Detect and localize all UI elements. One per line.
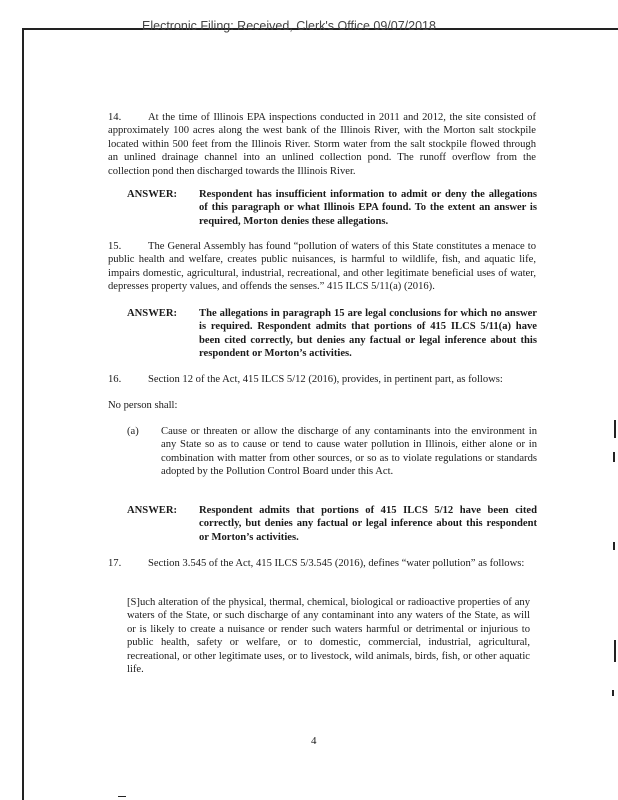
answer-15 xyxy=(127,307,537,361)
paragraph-14 xyxy=(108,111,536,178)
paragraph-number: 17. xyxy=(108,558,122,569)
answer-14 xyxy=(127,188,537,228)
answer-text: The allegations in paragraph 15 are legal conclusions for which no answer is required. Respondent admits that portions of 415 ILCS 5/11(a) have been cited correctly, but denies any factual or legal inference about this respondent or Morton’s activities. xyxy=(199,308,537,360)
paragraph-16 xyxy=(108,373,536,386)
scan-mark xyxy=(613,452,615,462)
answer-label: ANSWER: xyxy=(127,505,178,516)
paragraph-text: The General Assembly has found “pollution of waters of this State constitutes a menace to public health and welfare, creates public nuisances, is harmful to wildlife, fish, and aquatic life, impairs domestic, agricultural, industrial, recreational, and other legitimate beneficial uses of water, depresses property values, and offends the senses.” 415 ILCS 5/11(a) (2016). xyxy=(108,241,536,293)
paragraph-number: 15. xyxy=(108,241,122,252)
answer-label: ANSWER: xyxy=(127,308,178,319)
paragraph-text: Section 12 of the Act, 415 ILCS 5/12 (2016), provides, in pertinent part, as follows: xyxy=(148,374,503,385)
no-person-shall: No person shall: xyxy=(108,400,178,411)
subsection-text: Cause or threaten or allow the discharge of any contaminants into the environment in any State so as to cause or tend to cause water pollution in Illinois, either alone or in combination with matter from other sources, or so as to violate regulations or standards adopted by the Pollution Control Board under this Act. xyxy=(161,426,537,478)
subsection-a xyxy=(127,425,537,479)
paragraph-number: 16. xyxy=(108,374,122,385)
paragraph-15 xyxy=(108,240,536,294)
scan-mark xyxy=(612,690,614,696)
paragraph-number: 14. xyxy=(108,112,122,123)
scan-mark xyxy=(614,640,616,662)
scan-mark xyxy=(118,796,126,797)
answer-label: ANSWER: xyxy=(127,189,178,200)
paragraph-17 xyxy=(108,557,536,570)
filing-stamp: Electronic Filing: Received, Clerk's Office 09/07/2018 xyxy=(142,19,436,33)
answer-text: Respondent has insufficient information to admit or deny the allegations of this paragraph or what Illinois EPA found. To the extent an answer is required, Morton denies these allegations. xyxy=(199,189,537,227)
paragraph-text: At the time of Illinois EPA inspections conducted in 2011 and 2012, the site consisted of approximately 100 acres along the west bank of the Illinois River, with the Morton salt stockpile located within 500 feet from the Illinois River. Storm water from the salt stockpile flowed through an unlined drainage channel into an unlined collection pond. The runoff overflow from the collection pond then discharged towards the Illinois River. xyxy=(108,112,536,177)
page-number: 4 xyxy=(311,735,317,747)
scan-border-left xyxy=(22,28,24,800)
block-quote: [S]uch alteration of the physical, thermal, chemical, biological or radioactive properties of any waters of the State, or such discharge of any contaminant into any waters of the State, as will or is likely to create a nuisance or render such waters harmful or detrimental or injurious to public health, safety or welfare, or to domestic, commercial, industrial, agricultural, recreational, or other legitimate uses, or to livestock, wild animals, birds, fish, or other aquatic life. xyxy=(127,597,530,676)
subsection-label: (a) xyxy=(127,426,139,437)
scan-mark xyxy=(613,542,615,550)
answer-text: Respondent admits that portions of 415 ILCS 5/12 have been cited correctly, but denies any factual or legal inference about this respondent or Morton’s activities. xyxy=(199,505,537,543)
scan-mark xyxy=(614,420,616,438)
answer-16 xyxy=(127,504,537,544)
paragraph-text: Section 3.545 of the Act, 415 ILCS 5/3.545 (2016), defines “water pollution” as follows: xyxy=(148,558,525,569)
